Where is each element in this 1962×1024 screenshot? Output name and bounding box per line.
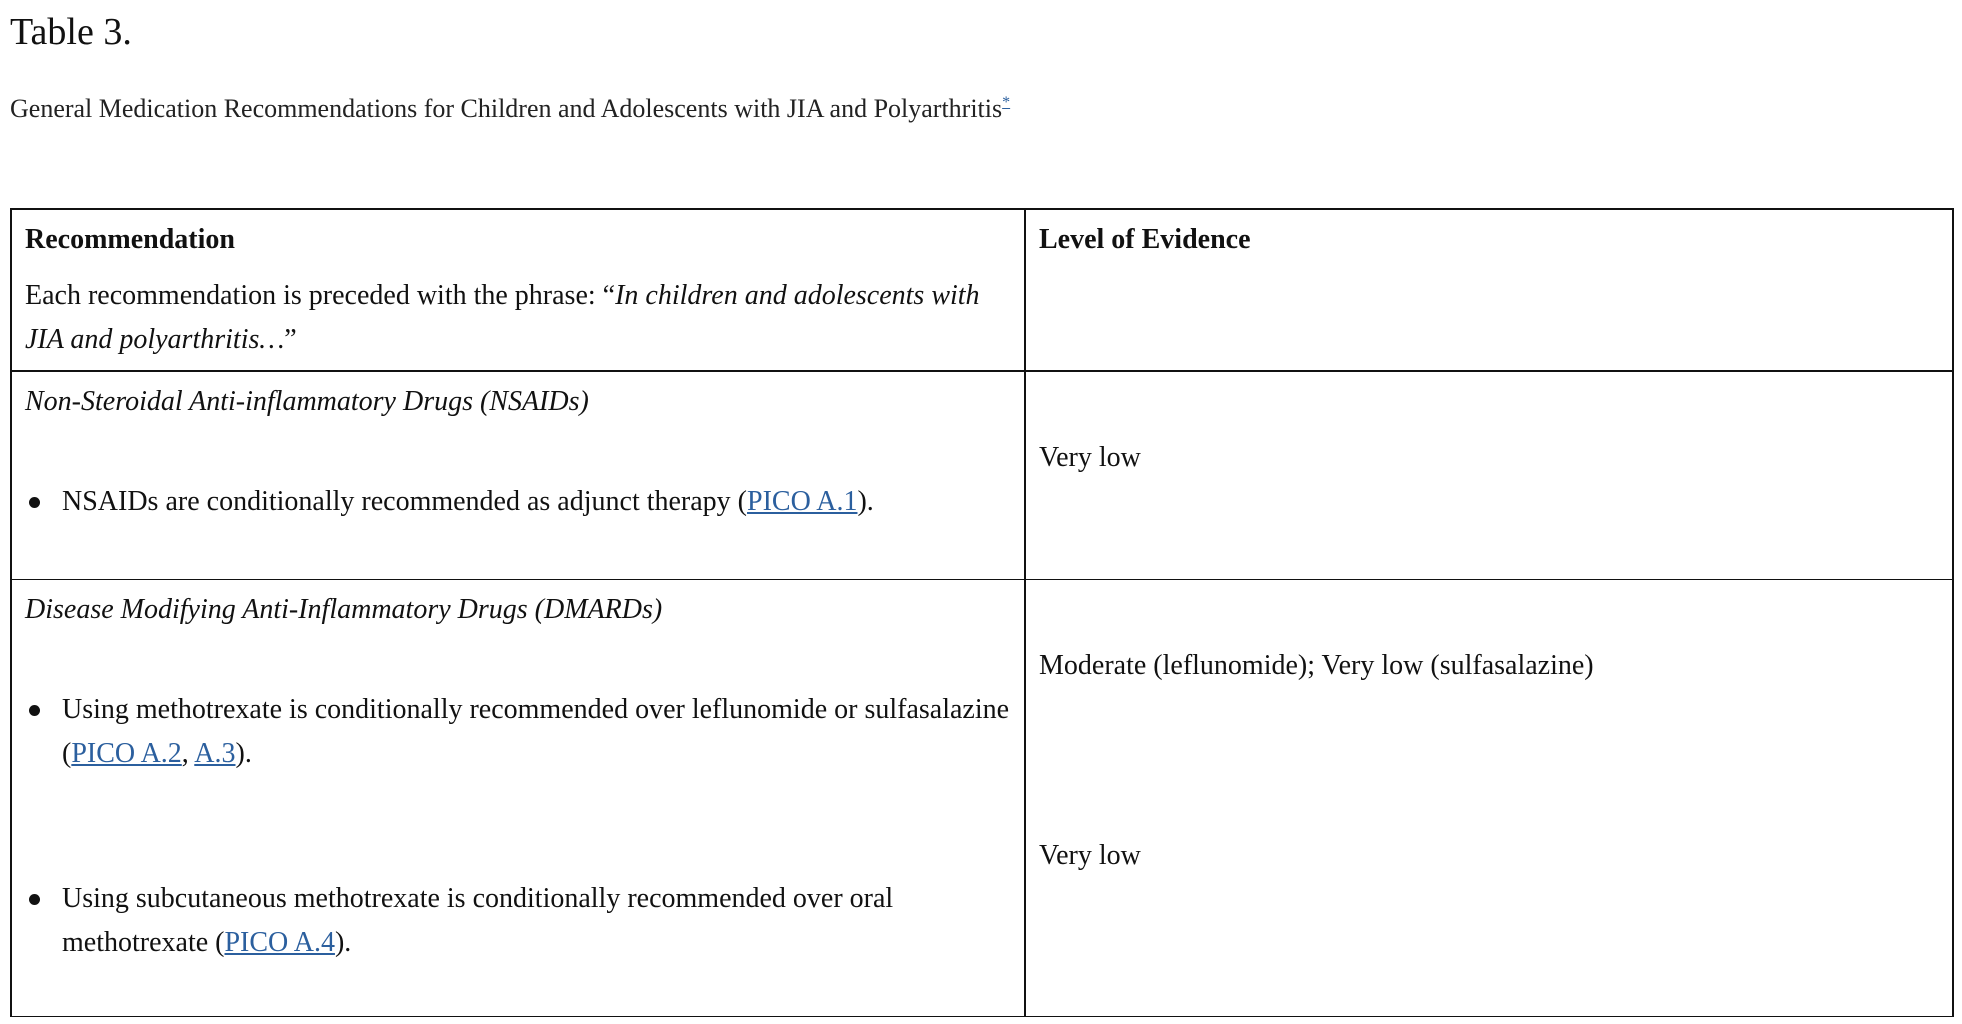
pico-a3-link[interactable]: A.3 — [194, 738, 236, 769]
header-recommendation-title: Recommendation — [25, 224, 235, 255]
recommendation-text-end: ). — [334, 927, 352, 958]
recommendation-text: NSAIDs are conditionally recommended as adjunct therapy ( — [62, 486, 748, 517]
header-evidence-cell — [1025, 209, 1953, 371]
table-label: Table 3. — [10, 11, 132, 53]
recommendation-item — [25, 688, 1011, 776]
evidence-level: Very low — [1039, 840, 1141, 871]
header-recommendation-cell — [11, 209, 1025, 371]
table-header-row — [11, 209, 1953, 371]
recommendation-cell — [11, 371, 1025, 580]
recommendation-text-end: ). — [235, 738, 252, 769]
header-evidence-title: Level of Evidence — [1039, 224, 1251, 255]
pico-a4-link[interactable]: PICO A.4 — [224, 927, 335, 958]
section-title-nsaids: Non-Steroidal Anti-inflammatory Drugs (NSAIDs) — [25, 386, 589, 417]
recommendations-table-container — [10, 208, 1952, 1017]
pico-a2-link[interactable]: PICO A.2 — [71, 738, 182, 769]
recommendation-item — [25, 877, 1011, 965]
header-note-italic: In children and adolescents with JIA and polyarthritis… — [25, 280, 980, 355]
pico-a1-link[interactable]: PICO A.1 — [747, 486, 858, 517]
recommendations-table — [10, 208, 1954, 1017]
evidence-cell — [1025, 371, 1953, 580]
header-note-suffix: ” — [284, 324, 297, 355]
evidence-cell — [1025, 580, 1953, 1017]
table-row — [11, 580, 1953, 1017]
evidence-level: Very low — [1039, 442, 1141, 473]
recommendation-item — [25, 480, 1011, 524]
recommendation-text: Using subcutaneous methotrexate is conditionally recommended over oral methotrexate ( — [62, 883, 894, 958]
table-caption — [10, 86, 1010, 126]
recommendation-text-end: ). — [857, 486, 874, 517]
caption-text: General Medication Recommendations for Children and Adolescents with JIA and Polyarthritis — [10, 94, 1003, 123]
header-note-prefix: Each recommendation is preceded with the phrase: “ — [25, 280, 616, 311]
recommendation-text: Using methotrexate is conditionally recommended over leflunomide or sulfasalazine ( — [62, 694, 1010, 769]
section-title-dmards: Disease Modifying Anti-Inflammatory Drugs (DMARDs) — [25, 594, 663, 625]
link-separator: , — [181, 738, 195, 769]
recommendation-cell — [11, 580, 1025, 1017]
caption-footnote-link[interactable]: * — [1002, 94, 1011, 111]
header-recommendation-note — [25, 274, 1011, 362]
table-row — [11, 371, 1953, 580]
evidence-level: Moderate (leflunomide); Very low (sulfasalazine) — [1039, 650, 1594, 681]
